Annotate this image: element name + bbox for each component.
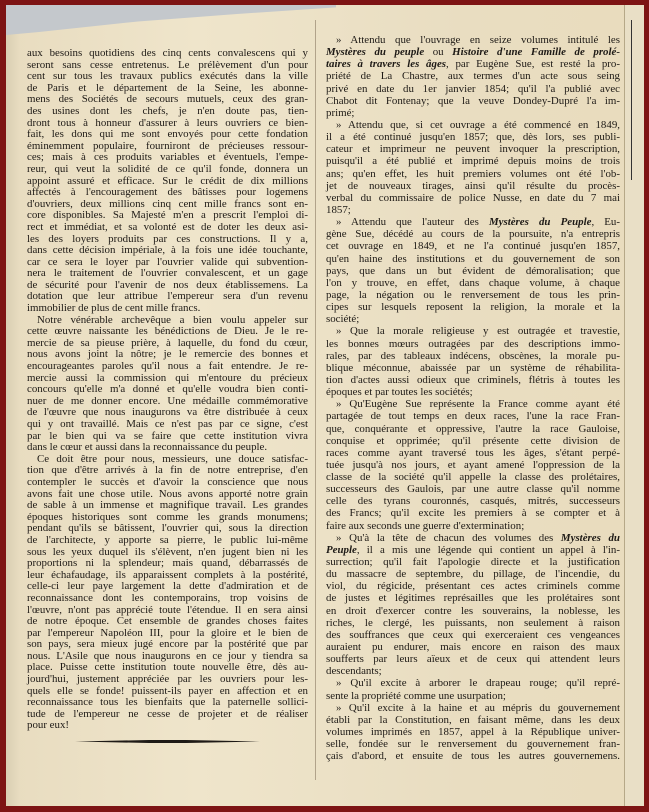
text-line: il a été continué jusqu'en 1857; que, dès lors, ses publi- [326, 131, 620, 144]
text-line: nous. L'Asile que nous inaugurons en ce jour y tiendra sa [27, 649, 308, 662]
text-line: nera le traitement de l'ouvrier convalescent, et un gage [27, 267, 308, 280]
text-line [326, 46, 620, 58]
text-segment: , Eu- [591, 216, 620, 229]
text-line: mercie de sa pieuse prière, à laquelle, du fond du cœur, [27, 336, 308, 349]
text-line: qu'en haine des institutions et du gouvernement de son [326, 252, 620, 265]
text-line: dans le cœur et aussi dans la reconnaissance du peuple. [27, 441, 268, 454]
paragraph [27, 48, 308, 315]
text-line: soufferts par leurs aïeux et de ceux qui attendent leurs [326, 653, 620, 666]
text-line: surrection; qu'il fait l'apologie directe et la justification [326, 556, 620, 569]
text-line: nuer de me donner encore. Une médaille commémorative [27, 394, 308, 407]
text-line: classe de la société qu'il appelle la classe des prolétaires, [326, 471, 620, 484]
text-line: viol, du régicide, présentant ces actes criminels comme [326, 580, 620, 593]
text-segment: » Qu'à la tête de chacun des volumes des [336, 531, 561, 544]
text-line: jet de nouveaux tirages, ainsi qu'il résulte du procès- [326, 179, 620, 192]
page-edge-shadow [6, 5, 20, 806]
text-line: cipes sur lesquels reposent la religion, la morale et la [326, 301, 620, 314]
text-line: seront sans cesse entretenus. Le prélèvement d'un pour [27, 58, 308, 71]
text-line: de sécurité pour l'avenir de nos deux établissemens. La [27, 278, 308, 291]
text-line: car ce sera le loyer par l'ouvrier valide qui subvention- [27, 255, 308, 268]
text-line [326, 58, 620, 70]
text-line: de l'architecte, y apporte sa pierre, le public lui-même [27, 533, 308, 546]
text-line: selle, fondée sur le renversement du gouvernement fran- [326, 738, 620, 751]
text-line: privé en date du 1er janvier 1854; qu'il l'a publié avec [326, 82, 620, 95]
text-line: gène Sue, décédé au cours de la poursuite, n'a entrepris [326, 228, 620, 241]
text-line: volumes imprimés en 1857, appel à la République univer- [326, 726, 620, 739]
text-segment: ou [424, 46, 453, 59]
text-line: rect et immédiat, et sa volonté est de doter les deux asi- [27, 220, 308, 233]
text-line [326, 216, 620, 228]
text-line: contempler le succès et d'avoir la conscience que nous [27, 475, 308, 488]
paragraph [326, 398, 620, 532]
text-line: 1857; [326, 203, 351, 216]
left-column [27, 48, 308, 732]
text-line [326, 532, 620, 544]
text-line: reconnaissance tous les bienfaits que la paternelle sollici- [27, 696, 308, 709]
text-line: blique méconnue, abaissée par un système de réhabilita- [326, 361, 620, 374]
text-line: successeurs des Gaulois, par une autre classe qu'il nomme [326, 483, 620, 496]
text-line: çais d'abord, et ensuite de tous les autres gouvernemens. [326, 750, 620, 763]
text-line: rales, par des tableaux indécens, obscènes, la morale pu- [326, 349, 620, 362]
text-line: primé; [326, 106, 355, 119]
text-line: cette œuvre naissante les bénédictions de Dieu. Je le re- [27, 325, 308, 338]
text-line: cent sur tous les travaux publics exécutés dans la ville [27, 70, 308, 83]
text-line: Chabot dit Fontenay; que la veuve Dondey-Dupré l'a im- [326, 94, 620, 107]
paragraph [326, 119, 620, 216]
text-line: sente la propriété comme une usurpation; [326, 689, 506, 702]
text-line: aux besoins quotidiens des cinq cents convalescens qui y [27, 47, 308, 59]
text-line: Notre vénérable archevêque a bien voulu appeler sur [37, 313, 308, 326]
text-line: établi par la Constitution, en faisant même, dans les deux [326, 713, 620, 726]
italic-title-text: Peuple [326, 543, 357, 556]
text-line: appoint assuré et efficace. Sur le crédit de dix millions [27, 174, 308, 187]
adjacent-column-rule [631, 20, 632, 180]
text-line: que, conquérante et oppressive, l'autre la race Gauloise, [326, 422, 620, 435]
italic-title-text: Histoire d'une Famille de prolé- [452, 46, 620, 59]
text-line: mercie aussi la commission qui m'entoure du précieux [27, 371, 308, 384]
text-line: cateur et imprimeur ne peuvent invoquer la prescription, [326, 143, 620, 156]
text-line: des souffrances que ceux qui exerceraient ces vengeances [326, 628, 620, 641]
text-line: nous avons joint la nôtre; je le remercie des bonnes et [27, 348, 308, 361]
text-line: » Que la morale religieuse y est outragée et travestie, [336, 325, 620, 338]
paragraph [326, 34, 620, 119]
italic-title-text: Mystères du [560, 531, 620, 544]
text-line: core disponibles. Sa Majesté m'en a prescrit l'emploi di- [27, 209, 308, 222]
text-line: » Attendu que l'ouvrage en seize volumes intitulé les [336, 34, 620, 46]
text-line: dans cette décision impériale, à la fois une idée touchante, [27, 244, 308, 257]
text-line: de notre époque. Cet ensemble de grandes choses faites [27, 615, 308, 628]
text-line: sous les yeux duquel ils s'élèvent, n'en jugent bien ni les [27, 545, 308, 558]
text-line: Ce doit être pour nous, messieurs, une douce satisfac- [37, 452, 308, 465]
text-line: page, la négation ou le renversement de tous les prin- [326, 288, 620, 301]
text-line: immobilier de plus de cent mille francs. [27, 302, 201, 315]
text-line: l'on y trouve, en effet, dans chaque volume, à chaque [326, 276, 620, 289]
italic-title-text: Mystères du peuple [326, 46, 425, 59]
text-line: faire aux seconds une guerre d'extermination; [326, 519, 525, 532]
paragraph [326, 216, 620, 325]
text-line: son pays, sera mieux jugé encore par la postérité que par [27, 638, 308, 651]
text-line: ces; mais à ces produits variables et éventuels, l'empe- [27, 151, 308, 164]
text-line: tude de l'empereur ne cesse de projeter et de réaliser [27, 707, 308, 720]
text-line: qui y ont travaillé. Mais ce n'est pas par ce signe, c'est [27, 418, 308, 430]
column-divider [315, 20, 316, 780]
text-line: les bonnes mœurs outragées par des descriptions immo- [326, 337, 620, 350]
text-line: auraient pu endurer, mais encore en raison des maux [326, 641, 620, 654]
text-line: de sable à un immense et magnifique travail. Les grandes [27, 499, 308, 512]
text-line: des Francs; qu'il excite les premiers à se compter et à [326, 507, 620, 520]
text-line: partagée de tout temps en deux races, l'une la race Fran- [326, 410, 620, 423]
text-line: reconnaissance dont les contemporains, trop voisins de [27, 591, 308, 604]
text-line: pays, que dans un but évident de démoralisation; que [326, 264, 620, 277]
text-line: société; [326, 313, 360, 326]
text-line: reur, qui veut la solidité de ce qu'il fonde, donnera un [27, 162, 308, 175]
text-line: par le bien qui va se faire que cette institution vivra [27, 429, 308, 442]
text-line: affectés à l'encouragement des bâtisses pour logemens [27, 186, 308, 199]
text-line: riches, le clergé, les puissants, non seulement à raison [326, 616, 620, 629]
right-column [326, 34, 620, 762]
text-line: verbal du commissaire de police Nusse, en date du 7 mai [326, 191, 620, 204]
text-line: mens des Sociétés de secours mutuels, ceux des gran- [27, 93, 308, 106]
text-line: époques et par toutes les sociétés; [326, 386, 473, 399]
text-line: pour eux! [27, 719, 70, 732]
text-line: de justes et légitimes représailles que les prolétaires sont [326, 592, 620, 605]
text-line: fait, les dons qui me sont envoyés pour cette fondation [27, 128, 308, 141]
text-line: les des loyers produits par ces constructions. Il y a, [27, 232, 308, 245]
text-line: races comme ayant traversé tous les âges, s'étant perpé- [326, 446, 620, 459]
text-line: par l'empereur Napoléon III, pour la gloire et le bien de [27, 626, 308, 639]
text-line: concours qu'elle m'a donné et qu'elle voudra bien conti- [27, 383, 308, 396]
paragraph [326, 677, 620, 701]
text-line: ans; qu'en effet, les huit premiers volumes ont été l'ob- [326, 167, 620, 180]
text-line: celle des tyrans couronnés, casqués, mitrés, successeurs [326, 495, 620, 508]
text-line: jourd'hui, justement appréciée par les ouvriers pour les- [27, 673, 308, 686]
text-line: place. Puisse cette institution toute nouvelle être, dès au- [27, 661, 308, 674]
text-line: proportions ni la splendeur; mais quand, débarrassés de [27, 557, 308, 570]
text-line: l'œuvre, n'ont pas apprécié toute l'étendue. Il en sera ainsi [27, 603, 308, 616]
text-line: époques historiques sont comme les grands monumens; [27, 510, 308, 523]
paragraph [27, 454, 308, 732]
text-segment: , il a mis une légende qui contient un appel à l'in- [356, 543, 620, 556]
text-line: quels elle se fonde! puissent-ils payer en affection et en [27, 684, 308, 697]
text-segment: » Attendu que l'auteur des [336, 216, 489, 229]
text-line: » Qu'il excite à arborer le drapeau rouge; qu'il repré- [336, 677, 620, 690]
text-line: dront tous à honneur d'assurer à leurs ouvriers ce bien- [27, 116, 308, 129]
text-line: priété de La Chastre, aux termes d'un acte sous seing [326, 70, 620, 83]
text-line: leur échafaudage, ils apparaissent complets à la postérité, [27, 568, 308, 581]
text-line: » Attendu que, si cet ouvrage a été commencé en 1849, [336, 118, 620, 131]
text-line: tion que d'être arrivés à la fin de notre entreprise, d'en [27, 464, 308, 477]
text-line: descendants; [326, 665, 382, 678]
text-line: encourageantes paroles qu'il nous a fait entendre. Je re- [27, 360, 308, 373]
adjacent-column-fragment [624, 5, 644, 806]
italic-title-text: Mystères du Peuple [488, 216, 592, 229]
text-line: avons fait une chose utile. Nous avons apporté notre grain [27, 487, 308, 500]
text-line: celle-ci leur paye largement la dette d'admiration et de [27, 580, 308, 593]
text-line: éminemment populaire, fourniront de précieuses ressour- [27, 139, 308, 152]
text-line: pendant qu'ils se bâtissent, l'ouvrier qui, sous la direction [27, 522, 308, 535]
text-line: tion d'actes aussi odieux que criminels, flétris à toutes les [326, 373, 620, 386]
paragraph [326, 702, 620, 763]
text-line: dotation que leur attribue l'empereur sera d'un revenu [27, 290, 308, 303]
text-line: puisqu'il a été publié et imprimé depuis moins de trois [326, 155, 620, 168]
text-line: » Qu'il excite à la haine et au mépris du gouvernement [336, 701, 620, 714]
text-line: tuée jusqu'à nos jours, et ayant amené l'oppression de la [326, 458, 620, 471]
text-line: » Qu'Eugène Sue représente la France comme ayant été [336, 398, 620, 411]
text-line: cet ouvrage en 1849, et ne l'a continué jusqu'en 1857, [326, 240, 620, 253]
text-line: en droit d'exercer contre les souverains, la noblesse, les [326, 604, 620, 617]
paragraph [326, 325, 620, 398]
text-line: du massacre de septembre, du pillage, de l'incendie, du [326, 568, 620, 581]
paragraph [27, 315, 308, 454]
paragraph [326, 532, 620, 678]
text-line: des usines dont les chefs, je n'en doute pas, tien- [27, 104, 308, 117]
text-line [326, 544, 620, 556]
text-line: de Paris et le département de la Seine, les abonne- [27, 81, 308, 94]
text-line: d'ouvriers, deux millions cinq cent mille francs sont en- [27, 197, 308, 210]
text-line: conquise et opprimée; qu'il présente cette division de [326, 434, 620, 447]
text-line: de l'œuvre que nous inaugurons va être distribuée à ceux [27, 406, 308, 419]
text-segment: , par Eugène Sue, est resté la pro- [446, 58, 620, 71]
italic-title-text: taires à travers les âges [326, 58, 447, 71]
